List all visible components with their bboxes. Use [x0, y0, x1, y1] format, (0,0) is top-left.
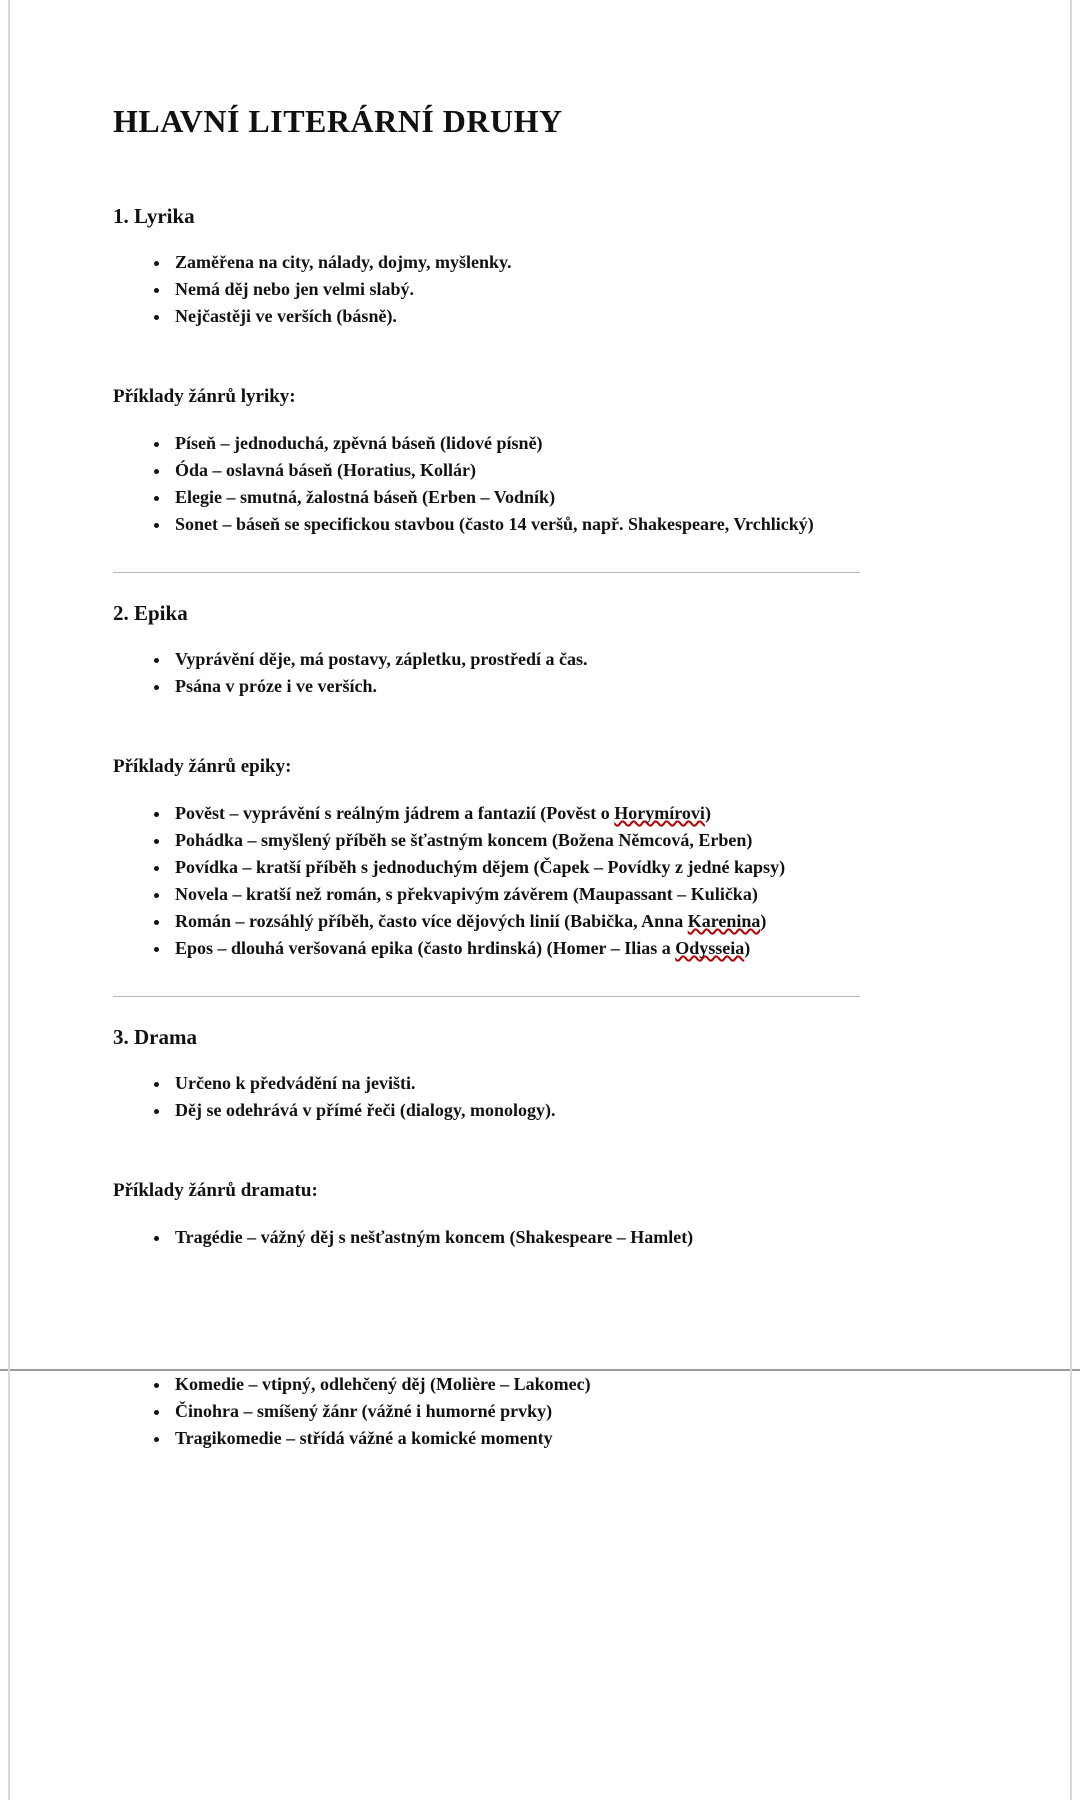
- section-drama-continued: [113, 1371, 860, 1452]
- bullet-item: [171, 800, 860, 827]
- section-divider: [113, 996, 860, 997]
- misspelled-word: Karenina: [687, 911, 761, 931]
- bullet-item: • Sonet – báseň se specifickou stavbou (často 14 veršů, např. Shakespeare, Vrchlický): [171, 511, 860, 538]
- page-edge-right: [1070, 0, 1072, 1800]
- bullet-text: ): [760, 911, 767, 931]
- bullet-item: • Vyprávění děje, má postavy, zápletku, prostředí a čas.: [171, 646, 860, 673]
- section-heading-drama: 3. Drama: [113, 1025, 197, 1049]
- bullet-text: ): [744, 938, 751, 958]
- bullet-text: Román – rozsáhlý příběh, často více dějových linií (Babička, Anna: [175, 911, 688, 931]
- bullet-text: Epos – dlouhá veršovaná epika (často hrdinská) (Homer – Ilias a: [175, 938, 676, 958]
- drama-examples-continued: [113, 1371, 860, 1452]
- section-heading-epika: 2. Epika: [113, 601, 188, 625]
- bullet-item: • Tragikomedie – střídá vážné a komické momenty: [171, 1425, 860, 1452]
- bullet-item: [171, 935, 860, 962]
- bullet-item: • Tragédie – vážný děj s nešťastným koncem (Shakespeare – Hamlet): [171, 1224, 860, 1251]
- bullet-item: • Komedie – vtipný, odlehčený děj (Molière – Lakomec): [171, 1371, 860, 1398]
- epika-examples: [113, 800, 860, 962]
- bullet-item: • Óda – oslavná báseň (Horatius, Kollár): [171, 457, 860, 484]
- bullet-item: • Nejčastěji ve verších (básně).: [171, 303, 860, 330]
- bullet-text: Pohádka – smyšlený příběh se šťastným koncem (Božena Němcová, Erben): [175, 830, 753, 850]
- bullet-item: [171, 827, 860, 854]
- bullet-item: • Činohra – smíšený žánr (vážné i humorné prvky): [171, 1398, 860, 1425]
- bullet-item: • Nemá děj nebo jen velmi slabý.: [171, 276, 860, 303]
- section-lyrika: [113, 204, 860, 538]
- bullet-item: • Děj se odehrává v přímé řeči (dialogy, monology).: [171, 1097, 860, 1124]
- bullet-item: • Píseň – jednoduchá, zpěvná báseň (lidové písně): [171, 430, 860, 457]
- bullet-item: • Psána v próze i ve verších.: [171, 673, 860, 700]
- bullet-text: ): [704, 803, 711, 823]
- lyrika-examples: [113, 430, 860, 538]
- bullet-item: • Elegie – smutná, žalostná báseň (Erben – Vodník): [171, 484, 860, 511]
- misspelled-word: Odysseia: [675, 938, 745, 958]
- drama-bullets: [113, 1070, 860, 1124]
- bullet-item: [171, 854, 860, 881]
- misspelled-word: Horymírovi: [614, 803, 705, 823]
- bullet-text: Novela – kratší než román, s překvapivým závěrem (Maupassant – Kulička): [175, 884, 758, 904]
- drama-examples: [113, 1224, 860, 1251]
- examples-heading-lyrika: Příklady žánrů lyriky:: [113, 386, 296, 407]
- bullet-item: [171, 908, 860, 935]
- page-title: HLAVNÍ LITERÁRNÍ DRUHY: [113, 103, 563, 139]
- page-edge-left: [8, 0, 10, 1800]
- bullet-item: • Zaměřena na city, nálady, dojmy, myšlenky.: [171, 249, 860, 276]
- bullet-item: [171, 881, 860, 908]
- section-epika: [113, 601, 860, 962]
- section-heading-lyrika: 1. Lyrika: [113, 204, 195, 228]
- bullet-text: Povídka – kratší příběh s jednoduchým dějem (Čapek – Povídky z jedné kapsy): [175, 857, 786, 877]
- section-divider: [113, 572, 860, 573]
- examples-heading-epika: Příklady žánrů epiky:: [113, 756, 292, 777]
- section-drama: [113, 1025, 860, 1251]
- examples-heading-drama: Příklady žánrů dramatu:: [113, 1180, 318, 1201]
- epika-bullets: [113, 646, 860, 700]
- bullet-item: • Určeno k předvádění na jevišti.: [171, 1070, 860, 1097]
- bullet-text: Pověst – vyprávění s reálným jádrem a fantazií (Pověst o: [175, 803, 615, 823]
- lyrika-bullets: [113, 249, 860, 330]
